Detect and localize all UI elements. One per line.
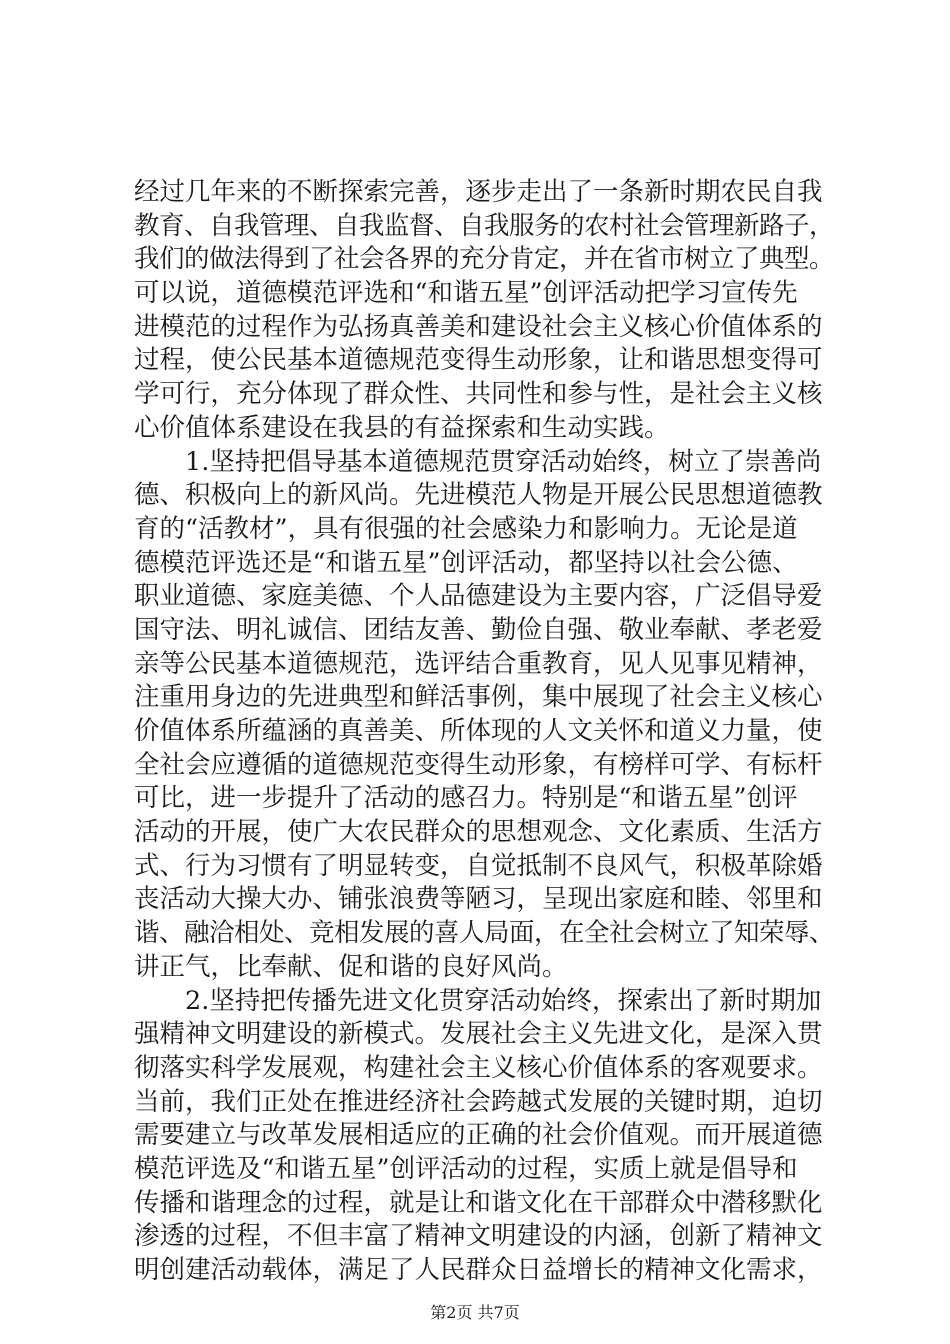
text-line: 渗透的过程，不但丰富了精神文明建设的内涵，创新了精神文	[134, 1221, 823, 1252]
text-line: 德、积极向上的新风尚。先进模范人物是开展公民思想道德教	[134, 480, 823, 511]
text-line: 明创建活动载体，满足了人民群众日益增长的精神文化需求，	[134, 1255, 823, 1285]
text-line: 需要建立与改革发展相适应的正确的社会价值观。而开展道德	[134, 1120, 823, 1151]
text-line: 学可行，充分体现了群众性、共同性和参与性，是社会主义核	[134, 379, 823, 410]
text-line: 1.坚持把倡导基本道德规范贯穿活动始终，树立了崇善尚	[185, 446, 822, 477]
text-line: 2.坚持把传播先进文化贯穿活动始终，探索出了新时期加	[185, 985, 822, 1016]
text-line: 育的“活教材”，具有很强的社会感染力和影响力。无论是道	[134, 513, 798, 544]
text-line: 职业道德、家庭美德、个人品德建设为主要内容，广泛倡导爱	[134, 581, 823, 612]
text-line: 可比，进一步提升了活动的感召力。特别是“和谐五星”创评	[134, 783, 798, 814]
text-line: 亲等公民基本道德规范，选评结合重教育，见人见事见精神，	[134, 648, 823, 679]
text-line: 丧活动大操大办、铺张浪费等陋习，呈现出家庭和睦、邻里和	[134, 884, 823, 915]
text-line: 式、行为习惯有了明显转变，自觉抵制不良风气，积极革除婚	[134, 850, 823, 881]
text-line: 国守法、明礼诚信、团结友善、勤俭自强、敬业奉献、孝老爱	[134, 614, 823, 645]
text-line: 过程，使公民基本道德规范变得生动形象，让和谐思想变得可	[134, 345, 823, 376]
text-line: 进模范的过程作为弘扬真善美和建设社会主义核心价值体系的	[134, 311, 823, 342]
text-line: 当前，我们正处在推进经济社会跨越式发展的关键时期，迫切	[134, 1086, 823, 1117]
text-line: 注重用身边的先进典型和鲜活事例，集中展现了社会主义核心	[134, 682, 823, 713]
text-line: 经过几年来的不断探索完善，逐步走出了一条新时期农民自我	[134, 177, 823, 207]
text-line: 教育、自我管理、自我监督、自我服务的农村社会管理新路子，	[134, 210, 835, 241]
page-footer: 第2页 共7页	[430, 1303, 520, 1322]
text-line: 彻落实科学发展观，构建社会主义核心价值体系的客观要求。	[134, 1052, 823, 1083]
text-line: 我们的做法得到了社会各界的充分肯定，并在省市树立了典型。	[134, 244, 835, 275]
text-line: 全社会应遵循的道德规范变得生动形象，有榜样可学、有标杆	[134, 749, 823, 780]
text-line: 讲正气，比奉献、促和谐的良好风尚。	[134, 951, 568, 982]
text-line: 传播和谐理念的过程，就是让和谐文化在干部群众中潜移默化	[134, 1187, 823, 1218]
text-line: 模范评选及“和谐五星”创评活动的过程，实质上就是倡导和	[134, 1153, 798, 1184]
text-line: 心价值体系建设在我县的有益探索和生动实践。	[134, 412, 670, 443]
body-text	[134, 176, 834, 1288]
text-line: 德模范评选还是“和谐五星”创评活动，都坚持以社会公德、	[134, 547, 798, 578]
text-line: 谐、融洽相处、竞相发展的喜人局面，在全社会树立了知荣辱、	[134, 918, 835, 949]
text-line: 可以说，道德模范评选和“和谐五星”创评活动把学习宣传先	[134, 278, 798, 309]
text-line: 强精神文明建设的新模式。发展社会主义先进文化，是深入贯	[134, 1019, 823, 1050]
text-line: 价值体系所蕴涵的真善美、所体现的人文关怀和道义力量，使	[134, 716, 823, 746]
text-line: 活动的开展，使广大农民群众的思想观念、文化素质、生活方	[134, 817, 823, 848]
